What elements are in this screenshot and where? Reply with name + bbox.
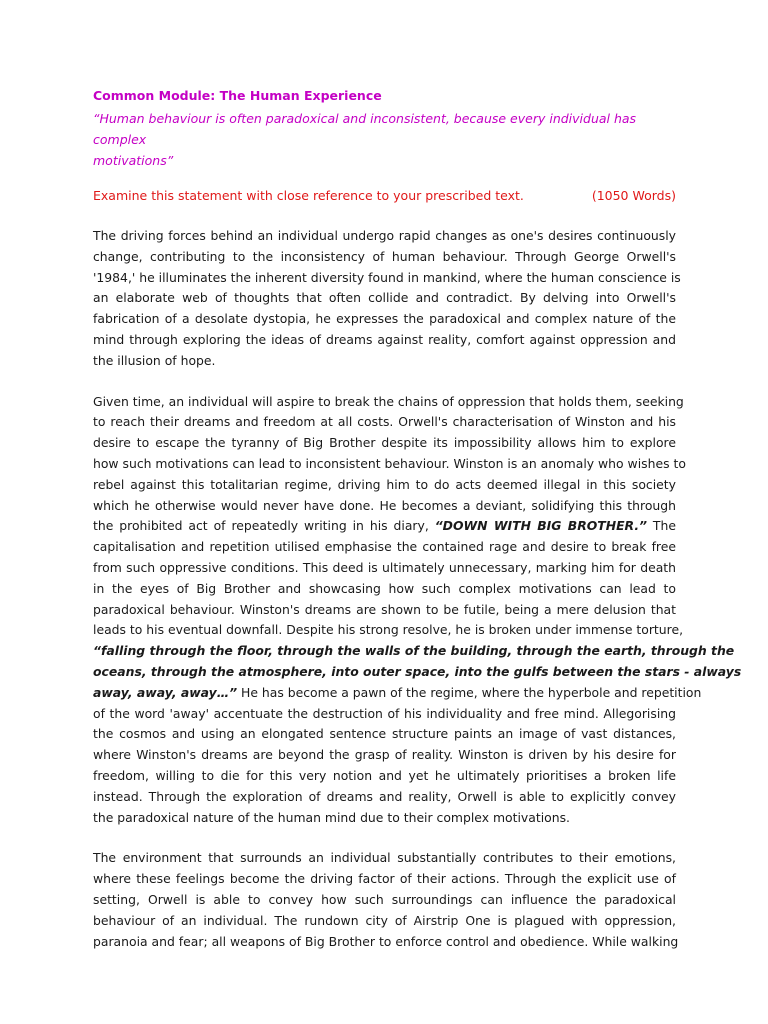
text-line: fabrication of a desolate dystopia, he expresses the paradoxical and complex nature of the (93, 311, 676, 327)
module-title: Common Module: The Human Experience (93, 88, 382, 103)
text-line: rebel against this totalitarian regime, driving him to do acts deemed illegal in this society (93, 476, 676, 492)
text-line: how such motivations can lead to inconsistent behaviour. Winston is an anomaly who wishes to (93, 455, 686, 471)
text-line: change, contributing to the inconsistency of human behaviour. Through George Orwell's (93, 248, 676, 264)
text-line: leads to his eventual downfall. Despite his strong resolve, he is broken under immense torture, (93, 622, 684, 638)
text-line (93, 516, 676, 537)
text-line: where Winston's dreams are beyond the grasp of reality. Winston is driven by his desire for (93, 747, 676, 763)
text-line: an elaborate web of thoughts that often collide and contradict. By delving into Orwell's (93, 290, 676, 306)
paragraph-3 (93, 848, 679, 952)
text-line: the paradoxical nature of the human mind due to their complex motivations. (93, 809, 570, 825)
text-line: capitalisation and repetition utilised emphasise the contained rage and desire to break free (93, 539, 676, 555)
document-content (93, 86, 742, 952)
essay-prompt (93, 185, 676, 206)
word-count: (1050 Words) (591, 188, 676, 203)
paragraph-1 (93, 226, 681, 372)
text-line: behaviour of an individual. The rundown city of Airstrip One is plagued with oppression, (93, 912, 676, 928)
text-line: which he otherwise would never have done. He becomes a deviant, solidifying this through (93, 497, 676, 513)
text-fragment: He has become a pawn of the regime, where the hyperbole and repetition (237, 684, 702, 700)
text-line: The driving forces behind an individual undergo rapid changes as one's desires continuously (93, 228, 676, 243)
text-line: instead. Through the exploration of dreams and reality, Orwell is able to explicitly convey (93, 788, 676, 804)
text-line (93, 683, 702, 704)
text-line: paranoia and fear; all weapons of Big Brother to enforce control and obedience. While walking (93, 933, 679, 949)
text-line: Given time, an individual will aspire to break the chains of oppression that holds them, seeking (93, 393, 684, 409)
quote-line-2: motivations” (93, 153, 174, 168)
text-line: setting, Orwell is able to convey how such surroundings can influence the paradoxical (93, 891, 676, 907)
prompt-text: Examine this statement with close reference to your prescribed text. (93, 188, 524, 203)
paragraph-2 (93, 392, 742, 829)
text-line: of the word 'away' accentuate the destruction of his individuality and free mind. Allegorising (93, 705, 676, 721)
text-line: mind through exploring the ideas of dreams against reality, comfort against oppression and (93, 331, 676, 347)
text-line: where these feelings become the driving factor of their actions. Through the explicit use of (93, 871, 676, 887)
text-line: paradoxical behaviour. Winston's dreams are shown to be futile, being a mere delusion that (93, 601, 676, 617)
text-line: the illusion of hope. (93, 352, 216, 368)
quote-line-1: “Human behaviour is often paradoxical and inconsistent, because every individual has complex (93, 111, 637, 147)
text-line: freedom, willing to die for this very notion and yet he ultimately prioritises a broken life (93, 767, 676, 783)
text-line: '1984,' he illuminates the inherent diversity found in mankind, where the human conscience is (93, 269, 681, 285)
text-fragment: the prohibited act of repeatedly writing in his diary, (93, 518, 429, 534)
essay-question-quote (93, 108, 676, 171)
novel-quote-end: away, away, away…” (93, 684, 238, 700)
text-line: to reach their dreams and freedom at all costs. Orwell's characterisation of Winston and his (93, 414, 676, 430)
text-line: in the eyes of Big Brother and showcasing how such complex motivations can lead to (93, 580, 676, 596)
text-line: the cosmos and using an elongated sentence structure paints an image of vast distances, (93, 726, 676, 742)
text-line: desire to escape the tyranny of Big Brother despite its impossibility allows him to explore (93, 435, 676, 451)
novel-quote-line: “falling through the floor, through the walls of the building, through the earth, through the (93, 643, 735, 659)
novel-quote-line: oceans, through the atmosphere, into outer space, into the gulfs between the stars - always (93, 663, 742, 679)
text-line: from such oppressive conditions. This deed is ultimately unnecessary, marking him for death (93, 559, 676, 575)
text-line: The environment that surrounds an individual substantially contributes to their emotions, (93, 850, 676, 866)
diary-quote: “DOWN WITH BIG BROTHER.” (434, 518, 648, 534)
text-fragment: The (647, 518, 676, 534)
